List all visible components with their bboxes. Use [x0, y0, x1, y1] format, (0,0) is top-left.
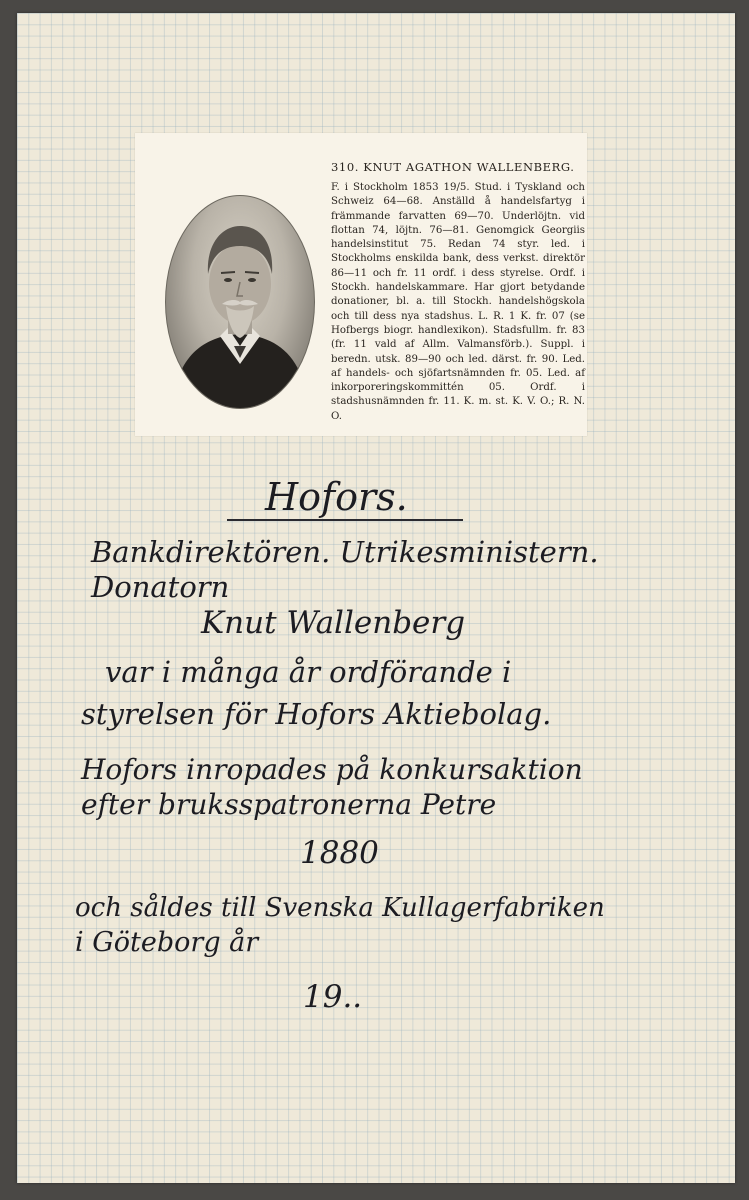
- handwritten-line-11: 19..: [303, 979, 363, 1015]
- clipping-biography: F. i Stockholm 1853 19/5. Stud. i Tyskland och Schweiz 64—68. Anställd å handelsfartyg i främmande farvatten 69—70. Underlöjtn. vid flottan 74, löjtn. 76—81. Genomgick Georgiis handelsinstitut 75. Redan 74 styr. led. i Stockholms enskilda bank, dess verkst. direktör 86—11 och fr. 11 ordf. i dess styrelse. Ordf. i Stockh. handelskammare. Har gjort betydande donationer, bl. a. till Stockh. handelshögskola och till dess nya stadshus. L. R. 1 K. fr. 07 (se Hofbergs biogr. handlexikon). Stadsfullm. fr. 83 (fr. 11 vald af Allm. Valmansförb.). Suppl. i beredn. utsk. 89—90 och led. därst. fr. 90. Led. af handels- och sjöfartsnämnden fr. 05. Led. af inkorporeringskommittén 05. Ordf. i stadshusnämnden fr. 11. K. m. st. K. V. O.; R. N. O.: [331, 182, 585, 422]
- handwritten-line-5: styrelsen för Hofors Aktiebolag.: [81, 697, 552, 731]
- handwritten-line-4: var i många år ordförande i: [105, 655, 512, 689]
- handwritten-line-7: efter bruksspatronerna Petre: [81, 788, 497, 821]
- handwritten-line-1: Bankdirektören. Utrikesministern.: [91, 535, 599, 569]
- handwritten-line-2: Donatorn: [91, 570, 230, 604]
- handwritten-line-9: och såldes till Svenska Kullagerfabriken: [75, 893, 605, 923]
- handwritten-year: 1880: [300, 835, 379, 871]
- portrait-photo: [165, 195, 315, 409]
- heading-underline: [227, 519, 463, 521]
- handwritten-line-6: Hofors inropades på konkursaktion: [81, 753, 583, 786]
- clipping-title: 310. KNUT AGATHON WALLENBERG.: [331, 160, 575, 174]
- newspaper-clipping: [135, 133, 587, 436]
- handwritten-heading: Hofors.: [265, 475, 408, 519]
- handwritten-line-10: i Göteborg år: [75, 927, 259, 958]
- portrait-illustration: [166, 196, 314, 408]
- notebook-sheet: [17, 13, 735, 1183]
- handwritten-line-3: Knut Wallenberg: [201, 605, 466, 641]
